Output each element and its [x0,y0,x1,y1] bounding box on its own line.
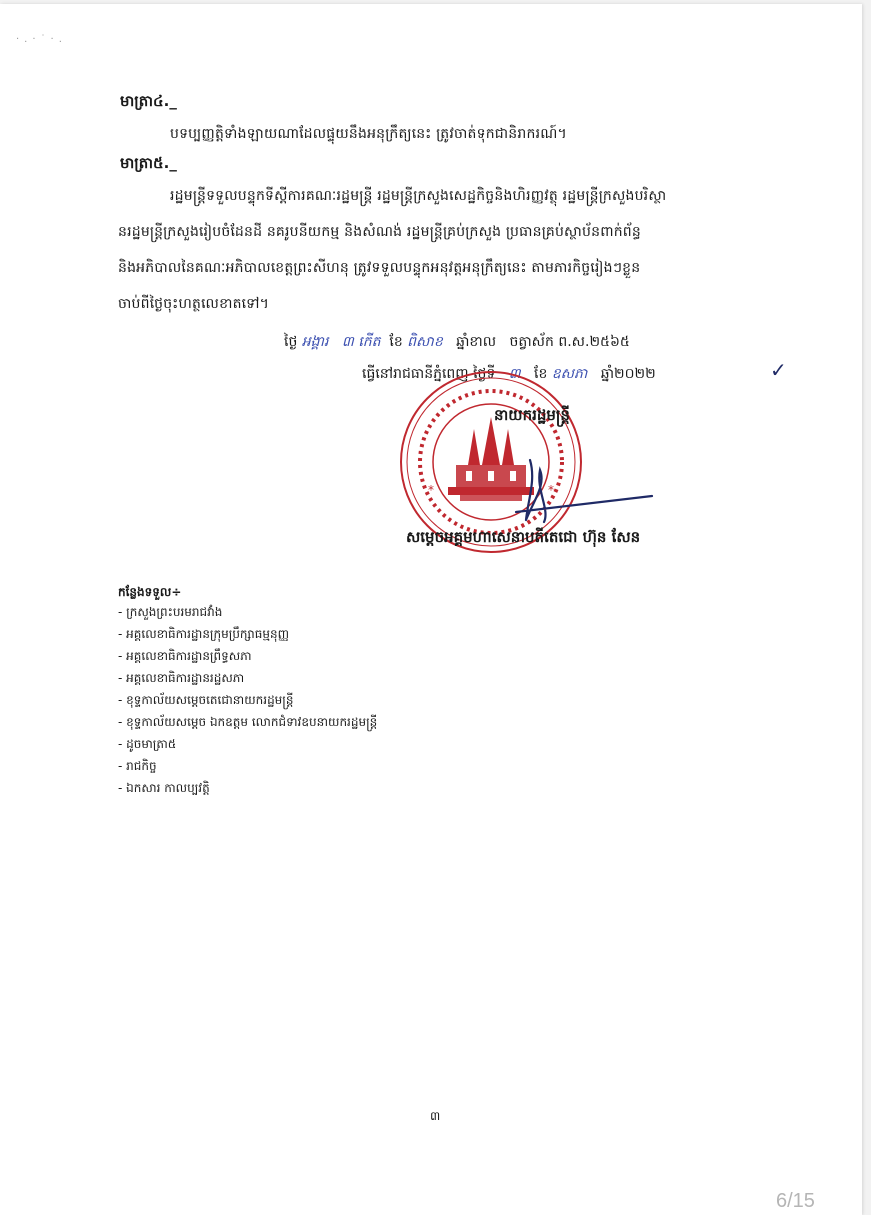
article-4-text: បទប្បញ្ញត្តិទាំងឡាយណាដែលផ្ទុយនឹងអនុក្រឹត្យនេះ ត្រូវចាត់ទុកជានិរាករណ៍។ [170,126,567,142]
recipient-item: - អគ្គលេខាធិការដ្ឋានព្រឹទ្ធសភា [118,649,252,663]
article-5-line-3: និងអភិបាលនៃគណៈអភិបាលខេត្តព្រះសីហនុ ត្រូវទទួលបន្ទុកអនុវត្តអនុក្រឹត្យនេះ តាមភារកិច្ចរៀងៗខ្លួន [118,260,641,276]
recipients-heading: កន្លែងទទួល÷ [118,585,182,599]
lunar-day-name: អង្គារ [301,334,329,350]
svg-text:*: * [428,483,434,497]
checkmark: ✓ [770,358,787,382]
recipient-item: - ដូចមាត្រា៥ [118,737,177,751]
solar-month-label: ខែ [534,366,548,382]
solar-year: ឆ្នាំ២០២២ [600,366,656,382]
article-5-heading: មាត្រា៥._ [120,154,177,172]
lunar-phase: កើត [358,334,381,350]
document-page [0,4,862,1215]
recipient-item: - អគ្គលេខាធិការដ្ឋានរដ្ឋសភា [118,671,245,685]
lunar-year: ឆ្នាំខាល [456,334,497,350]
signatory-title: នាយករដ្ឋមន្ត្រី [494,406,570,424]
recipient-item: - ខុទ្ទកាល័យសម្តេចតេជោនាយករដ្ឋមន្ត្រី [118,693,294,707]
solar-prefix: ធ្វើនៅរាជធានីភ្នំពេញ ថ្ងៃទី [362,366,496,382]
handwritten-signature [506,450,656,530]
lunar-day: ៣ [341,334,354,350]
svg-text:*: * [548,483,554,497]
article-5-line-2: នរដ្ឋមន្ត្រីក្រសួងរៀបចំដែនដី នគរូបនីយកម្ម និងសំណង់ រដ្ឋមន្ត្រីគ្រប់ក្រសួង ប្រធានគ្រប់ស្ថាប័នពាក់ព័ន្ធ [118,224,641,240]
recipient-item: - ខុទ្ទកាល័យសម្តេច ឯកឧត្តម លោកជំទាវឧបនាយករដ្ឋមន្ត្រី [118,715,378,729]
article-5-line-4: ចាប់ពីថ្ងៃចុះហត្ថលេខាតទៅ។ [118,296,270,312]
solar-day: ៣ [508,366,521,382]
lunar-month-label: ខែ [389,334,403,350]
signatory-name: សម្តេចអគ្គមហាសេនាបតីតេជោ ហ៊ុន សែន [406,528,641,546]
scan-specks: ·.·˙·. [16,34,67,45]
recipient-item: - រាជកិច្ច [118,759,157,773]
recipient-item: - ក្រសួងព្រះបរមរាជវាំង [118,605,223,619]
lunar-era: ចត្វាស័ក ព.ស.២៥៦៥ [509,334,630,350]
article-4-heading: មាត្រា៤._ [120,92,177,110]
recipient-item: - អគ្គលេខាធិការដ្ឋានក្រុមប្រឹក្សាធម្មនុញ្ញ [118,627,290,641]
solar-month: ឧសភា [551,366,588,382]
lunar-prefix: ថ្ងៃ [284,334,298,350]
page-indicator: 6/15 [776,1190,815,1212]
lunar-month: ពិសាខ [407,334,443,350]
lunar-date-line [284,332,630,353]
article-5-line-1: រដ្ឋមន្ត្រីទទួលបន្ទុកទីស្តីការគណៈរដ្ឋមន្ត្រី រដ្ឋមន្ត្រីក្រសួងសេដ្ឋកិច្ចនិងហិរញ្ញវត្ថុ រដ្ឋមន្ត្រីក្រសួងបរិស្ថា [170,188,667,204]
recipient-item: - ឯកសារ កាលប្បវត្តិ [118,781,210,795]
page-number: ៣ [430,1109,441,1123]
